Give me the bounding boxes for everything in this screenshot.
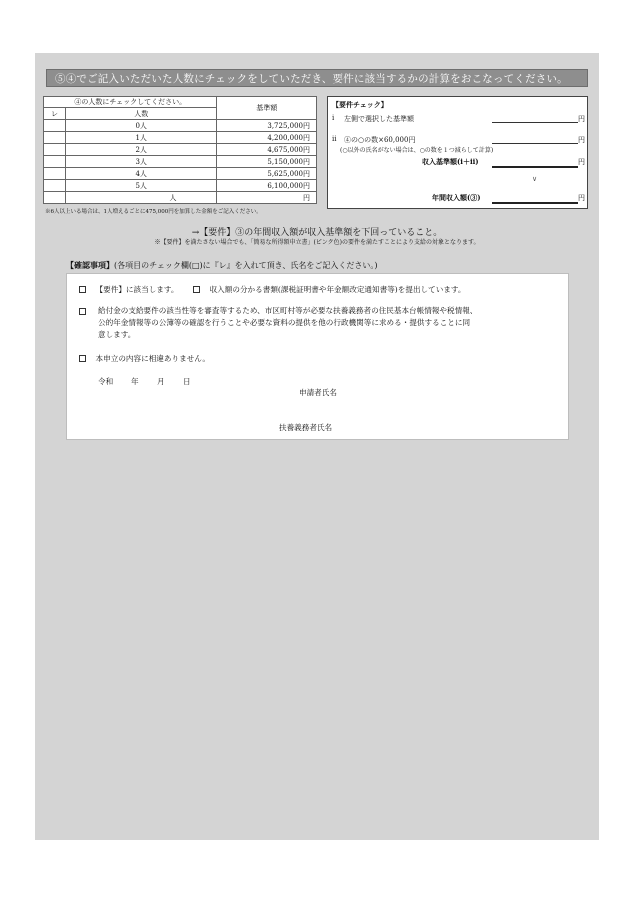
people-cell: 2人 [65, 144, 217, 156]
checkbox-no-discrepancy[interactable] [79, 355, 86, 362]
item2-note: (○以外の氏名がない場合は、○の数を１つ減らして計算) [340, 147, 494, 154]
requirement-statement: →【要件】③の年間収入額が収入基準額を下回っていること。 [191, 228, 443, 238]
total-label: 収入基準額(i＋ii) [422, 157, 479, 166]
amount-input-cell[interactable]: 円 [217, 192, 317, 204]
date-reiwa: 令和 [98, 377, 114, 386]
people-cell: 4人 [65, 168, 217, 180]
check-cell[interactable] [44, 144, 66, 156]
confirm-item-2-line-1: 給付金の支給要件の該当性等を審査等するため、市区町村等が必要な扶養義務者の住民基本台帳情報や税情報、 [98, 306, 478, 315]
confirm-panel [66, 273, 569, 440]
annual-yen: 円 [578, 194, 585, 202]
checkbox-consent[interactable] [79, 308, 86, 315]
section-header-text: ⑤④でご記入いただいた人数にチェックをしていただき、要件に該当するかの計算をおこなってください。 [55, 73, 568, 85]
confirm-item-3 [79, 353, 210, 364]
item2-amount-field[interactable] [492, 143, 578, 144]
people-cell: 5人 [65, 180, 217, 192]
item2-text: ④の○の数×60,000円 [344, 136, 416, 144]
base-amount-header: 基準額 [217, 97, 317, 120]
amount-cell: 4,200,000円 [217, 132, 317, 144]
requirement-note: ※【要件】を満たさない場合でも、「簡易な所得額申立書」(ピンク色)の要件を満たすことにより支給の対象となります。 [154, 239, 480, 246]
item1-text: 左側で選択した基準額 [344, 115, 414, 123]
people-cell: 3人 [65, 156, 217, 168]
check-cell[interactable] [44, 132, 66, 144]
check-cell[interactable] [44, 120, 66, 132]
check-cell[interactable] [44, 180, 66, 192]
supporter-name-label: 扶養義務者氏名 [279, 423, 333, 432]
checkbox-income-document[interactable] [193, 286, 200, 293]
table-row [44, 156, 317, 168]
confirm-title-bold: 【確認事項】 [66, 260, 114, 270]
check-cell[interactable] [44, 192, 66, 204]
table-header-row [44, 97, 317, 108]
amount-cell: 4,675,000円 [217, 144, 317, 156]
item1-amount-field[interactable] [492, 122, 578, 123]
section-header [46, 69, 588, 87]
item1-yen: 円 [578, 115, 585, 123]
confirm-item-2-line-3: 意します。 [98, 330, 136, 339]
table-row [44, 192, 317, 204]
annual-income-field[interactable] [492, 202, 578, 204]
people-input-cell[interactable]: 人 [65, 192, 217, 204]
table-row [44, 168, 317, 180]
applicant-name-label: 申請者氏名 [299, 388, 337, 397]
confirm-item-1 [79, 284, 466, 295]
item2-label: ii [332, 135, 337, 143]
total-yen: 円 [578, 158, 585, 166]
amount-cell: 3,725,000円 [217, 120, 317, 132]
count-table-note: ※6人以上いる場合は、1人増えるごとに475,000円を加算した金額をご記入ください。 [45, 209, 262, 215]
total-amount-field[interactable] [492, 166, 578, 168]
people-column-header: 人数 [65, 108, 217, 120]
date-day: 日 [183, 377, 191, 386]
check-column-header: レ [44, 108, 66, 120]
check-cell[interactable] [44, 168, 66, 180]
confirm-title-rest: (各項目のチェック欄(□)に『レ』を入れて頂き、氏名をご記入ください。) [114, 261, 378, 270]
annual-income-label: 年間収入額(③) [432, 193, 481, 202]
people-caption-cell: ④の人数にチェックしてください。 [44, 97, 217, 108]
confirm-item-2-line-2: 公的年金情報等の公簿等の確認を行うことや必要な資料の提供を他の行政機関等に求める・提供することに同 [98, 318, 471, 327]
date-month: 月 [157, 377, 165, 386]
requirement-check-title: 【要件チェック】 [332, 100, 388, 109]
table-row [44, 180, 317, 192]
table-row [44, 120, 317, 132]
people-cell: 0人 [65, 120, 217, 132]
confirm-item-1b-text: 収入額の分かる書類(課税証明書や年金額改定通知書等)を提出しています。 [209, 285, 466, 294]
people-cell: 1人 [65, 132, 217, 144]
compare-symbol: ∨ [532, 175, 538, 183]
check-cell[interactable] [44, 156, 66, 168]
checkbox-requirement[interactable] [79, 286, 86, 293]
confirm-item-3-text: 本申立の内容に相違ありません。 [95, 354, 210, 363]
count-table [43, 96, 317, 204]
item2-yen: 円 [578, 136, 585, 144]
requirement-check-box [327, 96, 588, 209]
amount-cell: 6,100,000円 [217, 180, 317, 192]
form-sheet [35, 53, 599, 840]
item1-label: i [332, 114, 335, 122]
amount-cell: 5,150,000円 [217, 156, 317, 168]
date-year: 年 [131, 377, 139, 386]
confirm-title [66, 260, 377, 271]
table-row [44, 132, 317, 144]
confirm-item-1a-text: 【要件】に該当します。 [95, 285, 179, 294]
confirm-item-2 [79, 307, 86, 316]
amount-cell: 5,625,000円 [217, 168, 317, 180]
table-row [44, 144, 317, 156]
